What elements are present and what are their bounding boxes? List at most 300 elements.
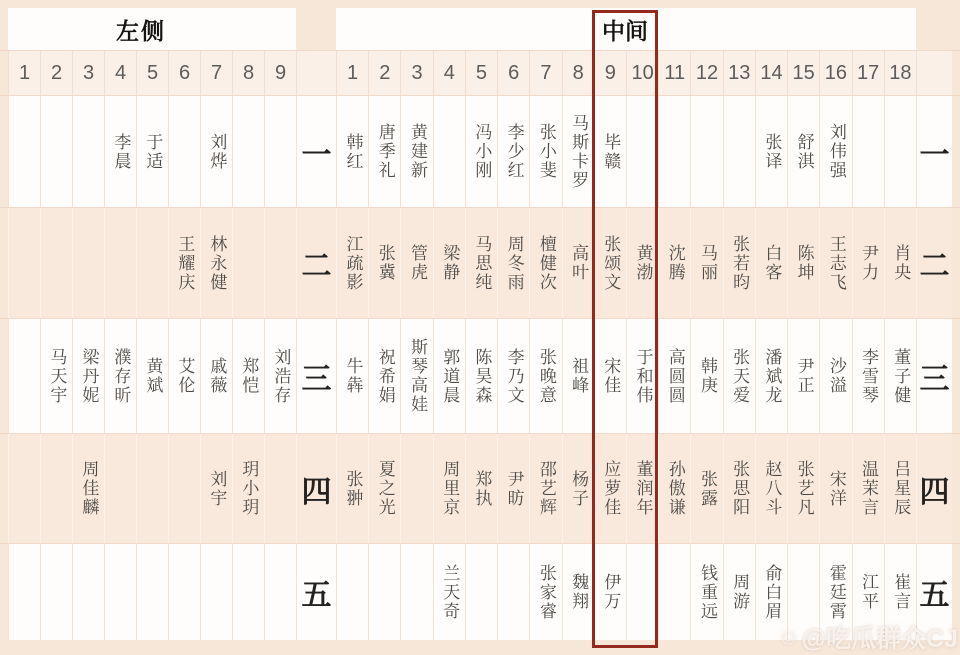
seat-cell-empty <box>264 208 296 318</box>
person-name: 张晚意 <box>536 347 556 405</box>
margin <box>952 51 960 95</box>
margin <box>952 319 960 433</box>
person-name: 张颂文 <box>601 234 621 292</box>
person-name: 唐季礼 <box>375 123 395 180</box>
person-name: 王耀庆 <box>175 234 195 292</box>
column-number-label: 18 <box>889 61 912 84</box>
person-name: 魏翔 <box>569 573 589 611</box>
person-name: 江疏影 <box>343 234 363 292</box>
person-name: 李乃文 <box>504 347 524 405</box>
person-name: 董子健 <box>891 347 911 405</box>
row-label: 三 <box>301 363 332 396</box>
seat-cell <box>168 319 200 433</box>
seat-cell <box>562 208 594 318</box>
person-name: 赵八斗 <box>762 460 782 517</box>
margin <box>0 319 8 433</box>
seat-cell <box>819 208 851 318</box>
person-name: 尹正 <box>794 357 814 395</box>
person-name: 尹昉 <box>504 469 524 508</box>
seat-cell-empty <box>8 96 40 207</box>
seat-cell <box>433 544 465 640</box>
seat-cell <box>819 319 851 433</box>
seat-cell-empty <box>400 434 432 543</box>
seat-cell <box>529 96 561 207</box>
seat-cell <box>723 208 755 318</box>
column-number-label: 11 <box>664 61 686 84</box>
seat-cell <box>723 434 755 543</box>
column-number <box>529 51 561 95</box>
seat-cell-empty <box>658 544 690 640</box>
seat-cell <box>787 319 819 433</box>
person-name: 黄建新 <box>407 123 427 180</box>
column-number-label: 15 <box>792 61 815 84</box>
seat-cell <box>232 434 264 543</box>
column-number-label: 1 <box>18 61 31 84</box>
seat-cell-empty <box>136 208 168 318</box>
person-name: 宋洋 <box>826 469 846 508</box>
seat-cell <box>497 434 529 543</box>
seat-cell <box>626 208 658 318</box>
seat-cell-empty <box>264 96 296 207</box>
person-name: 张冀 <box>375 244 395 282</box>
row-label-left <box>296 96 336 207</box>
column-number-label: 17 <box>856 61 880 84</box>
seat-cell-empty <box>884 96 916 207</box>
seat-cell <box>658 208 690 318</box>
left-section-title: 左侧 <box>116 18 166 44</box>
seat-cell <box>104 96 136 207</box>
row-label: 二 <box>301 250 332 283</box>
margin <box>952 208 960 318</box>
person-name: 周里京 <box>440 460 460 517</box>
seat-cell-empty <box>136 544 168 640</box>
seat-cell-empty <box>465 544 497 640</box>
seat-cell <box>529 208 561 318</box>
seat-cell-empty <box>232 544 264 640</box>
column-number-label: 9 <box>274 61 287 84</box>
seat-cell-empty <box>72 208 104 318</box>
middle-section-title: 中间 <box>602 18 648 44</box>
seat-cell-empty <box>104 544 136 640</box>
row-label: 二 <box>919 250 950 283</box>
column-number-label: 4 <box>114 61 127 84</box>
smiley-icon: ☺ <box>777 624 800 649</box>
column-number-label: 1 <box>347 61 359 84</box>
seat-cell <box>336 208 368 318</box>
person-name: 尹力 <box>859 244 879 282</box>
seat-cell-empty <box>72 96 104 207</box>
person-name: 艾伦 <box>175 357 195 395</box>
column-number <box>852 51 884 95</box>
column-number <box>819 51 851 95</box>
seat-cell <box>787 96 819 207</box>
column-number-label: 3 <box>82 61 95 84</box>
column-number-row <box>0 50 960 95</box>
seat-cell <box>755 319 787 433</box>
person-name: 张翀 <box>343 469 363 508</box>
column-number-label: 10 <box>631 61 654 84</box>
column-number <box>72 51 104 95</box>
column-number-label: 6 <box>178 61 191 84</box>
seat-cell-empty <box>104 434 136 543</box>
person-name: 檀健次 <box>536 234 556 292</box>
seat-cell <box>72 434 104 543</box>
seat-cell <box>690 319 722 433</box>
column-number <box>787 51 819 95</box>
person-name: 张天爱 <box>730 347 750 405</box>
person-name: 梁丹妮 <box>79 347 99 405</box>
seat-grid <box>0 50 960 640</box>
seat-cell <box>368 434 400 543</box>
person-name: 黄渤 <box>633 244 653 282</box>
column-number <box>723 51 755 95</box>
seat-cell <box>594 319 626 433</box>
person-name: 管虎 <box>407 244 427 282</box>
seat-cell <box>787 434 819 543</box>
person-name: 张小斐 <box>536 123 556 180</box>
seat-cell <box>200 434 232 543</box>
seat-cell <box>884 319 916 433</box>
seat-cell-empty <box>433 96 465 207</box>
seat-cell <box>819 434 851 543</box>
seat-cell <box>852 319 884 433</box>
person-name: 崔言 <box>891 573 911 611</box>
column-number <box>884 51 916 95</box>
person-name: 高叶 <box>569 244 589 282</box>
seat-cell-empty <box>8 434 40 543</box>
person-name: 夏之光 <box>375 460 395 517</box>
column-number <box>433 51 465 95</box>
person-name: 王志飞 <box>826 234 846 292</box>
column-number-label: 3 <box>411 61 423 84</box>
seat-cell-empty <box>264 434 296 543</box>
margin <box>0 544 8 640</box>
person-name: 郑恺 <box>239 357 259 395</box>
seat-cell-empty <box>497 544 529 640</box>
seat-cell <box>465 96 497 207</box>
person-name: 祝希娟 <box>375 347 395 405</box>
person-name: 张家睿 <box>536 563 556 621</box>
seat-row <box>0 318 960 433</box>
label-column-bg <box>296 8 336 50</box>
seat-cell <box>529 544 561 640</box>
watermark-text: @吃瓜群众CJ <box>801 625 958 653</box>
person-name: 白客 <box>762 244 782 282</box>
watermark <box>777 619 958 655</box>
person-name: 兰天奇 <box>440 563 460 621</box>
person-name: 郭道晨 <box>440 347 460 405</box>
person-name: 李晨 <box>111 132 131 171</box>
column-number <box>168 51 200 95</box>
seat-cell <box>884 434 916 543</box>
column-number <box>40 51 72 95</box>
person-name: 张露 <box>697 469 717 508</box>
row-label-right <box>916 96 952 207</box>
person-name: 俞白眉 <box>762 563 782 621</box>
person-name: 林永健 <box>207 234 227 292</box>
seat-cell <box>626 319 658 433</box>
margin <box>0 208 8 318</box>
seat-cell <box>562 96 594 207</box>
person-name: 孙傲谦 <box>665 460 685 517</box>
seat-cell-empty <box>136 434 168 543</box>
person-name: 张思阳 <box>730 460 750 517</box>
row-label-left <box>296 319 336 433</box>
seat-cell <box>852 208 884 318</box>
row-label: 四 <box>919 475 950 509</box>
column-number-label: 7 <box>210 61 223 84</box>
seat-cell-empty <box>336 544 368 640</box>
column-number-label: 9 <box>604 61 616 84</box>
person-name: 刘烨 <box>207 132 227 171</box>
column-number <box>8 51 40 95</box>
person-name: 肖央 <box>891 244 911 282</box>
column-number <box>690 51 722 95</box>
column-number <box>200 51 232 95</box>
seat-cell <box>562 434 594 543</box>
seat-cell <box>200 208 232 318</box>
margin <box>0 8 8 50</box>
seat-cell <box>336 434 368 543</box>
seat-cell-empty <box>40 208 72 318</box>
seat-cell <box>465 434 497 543</box>
seat-cell <box>690 544 722 640</box>
column-number <box>368 51 400 95</box>
seat-cell <box>433 208 465 318</box>
seat-cell-empty <box>368 544 400 640</box>
column-number-label: 14 <box>760 61 783 84</box>
person-name: 牛犇 <box>343 357 363 395</box>
seat-cell-empty <box>232 208 264 318</box>
seat-cell <box>136 319 168 433</box>
seat-cell <box>594 434 626 543</box>
row-label: 五 <box>919 579 950 612</box>
column-number <box>264 51 296 95</box>
seat-cell-empty <box>626 96 658 207</box>
column-number <box>465 51 497 95</box>
seat-cell <box>264 319 296 433</box>
label-column-bg <box>916 8 952 50</box>
seat-cell <box>336 96 368 207</box>
seat-cell <box>368 96 400 207</box>
seat-cell <box>723 544 755 640</box>
seat-cell <box>658 319 690 433</box>
column-number-label: 5 <box>146 61 159 84</box>
column-number <box>336 51 368 95</box>
person-name: 陈昊森 <box>472 347 492 405</box>
seat-cell <box>433 319 465 433</box>
header-band <box>0 8 960 50</box>
seat-cell <box>40 319 72 433</box>
seat-cell-empty <box>264 544 296 640</box>
person-name: 高圆圆 <box>665 347 685 405</box>
person-name: 董润年 <box>633 460 653 517</box>
seat-cell <box>690 208 722 318</box>
person-name: 舒淇 <box>794 132 814 171</box>
seat-row <box>0 207 960 318</box>
column-number-label: 13 <box>728 61 751 84</box>
person-name: 张艺凡 <box>794 460 814 517</box>
person-name: 邵艺辉 <box>536 460 556 517</box>
person-name: 韩庚 <box>697 357 717 395</box>
seat-cell-empty <box>852 96 884 207</box>
seat-cell <box>465 319 497 433</box>
seat-cell <box>755 208 787 318</box>
seat-cell-empty <box>690 96 722 207</box>
person-name: 霍廷霄 <box>826 563 846 621</box>
person-name: 梁静 <box>440 244 460 282</box>
person-name: 马丽 <box>697 244 717 282</box>
seat-cell <box>497 319 529 433</box>
seat-cell <box>136 96 168 207</box>
seat-cell <box>336 319 368 433</box>
person-name: 张译 <box>762 132 782 171</box>
column-number <box>755 51 787 95</box>
seat-cell <box>400 96 432 207</box>
seat-cell <box>562 544 594 640</box>
margin <box>0 96 8 207</box>
seat-cell-empty <box>8 208 40 318</box>
person-name: 应萝佳 <box>601 460 621 517</box>
person-name: 周佳麟 <box>79 460 99 517</box>
seat-cell <box>626 434 658 543</box>
person-name: 刘伟强 <box>826 123 846 180</box>
label-column <box>296 51 336 95</box>
seat-cell <box>690 434 722 543</box>
label-column <box>916 51 952 95</box>
person-name: 伊万 <box>601 573 621 611</box>
seat-cell-empty <box>8 319 40 433</box>
seat-cell <box>368 208 400 318</box>
person-name: 杨子 <box>569 469 589 508</box>
column-number <box>104 51 136 95</box>
person-name: 沙溢 <box>826 357 846 395</box>
column-number-label: 2 <box>379 61 391 84</box>
column-number-label: 8 <box>572 61 584 84</box>
seat-cell-empty <box>658 96 690 207</box>
seat-cell <box>368 319 400 433</box>
person-name: 祖峰 <box>569 357 589 395</box>
person-name: 刘宇 <box>207 469 227 508</box>
seat-cell <box>104 319 136 433</box>
column-number <box>594 51 626 95</box>
column-number-label: 4 <box>443 61 455 84</box>
row-label-right <box>916 319 952 433</box>
person-name: 张若昀 <box>730 234 750 292</box>
person-name: 吕星辰 <box>891 460 911 517</box>
row-label-left <box>296 208 336 318</box>
person-name: 马天宇 <box>47 347 67 405</box>
seat-cell <box>594 208 626 318</box>
seat-cell <box>723 319 755 433</box>
column-number <box>232 51 264 95</box>
column-number <box>136 51 168 95</box>
column-number-label: 8 <box>242 61 255 84</box>
row-label: 三 <box>919 363 950 396</box>
row-label-left <box>296 544 336 640</box>
seat-row <box>0 433 960 543</box>
column-number <box>400 51 432 95</box>
margin <box>952 96 960 207</box>
person-name: 戚薇 <box>207 357 227 395</box>
person-name: 李雪琴 <box>859 347 879 405</box>
seat-cell <box>400 208 432 318</box>
row-label: 一 <box>301 138 332 172</box>
column-number-label: 6 <box>508 61 520 84</box>
margin <box>952 8 960 50</box>
person-name: 潘斌龙 <box>762 347 782 405</box>
seat-cell <box>72 319 104 433</box>
person-name: 毕赣 <box>601 132 621 171</box>
seat-cell <box>562 319 594 433</box>
seat-cell-empty <box>723 96 755 207</box>
seat-cell-empty <box>40 96 72 207</box>
column-number <box>658 51 690 95</box>
seat-cell-empty <box>168 544 200 640</box>
row-label-right <box>916 208 952 318</box>
seat-cell-empty <box>104 208 136 318</box>
seat-cell-empty <box>400 544 432 640</box>
row-label-right <box>916 434 952 543</box>
seat-cell <box>232 319 264 433</box>
column-number-label: 16 <box>824 61 848 84</box>
person-name: 濮存昕 <box>111 347 131 405</box>
person-name: 于适 <box>143 132 163 171</box>
seat-cell-empty <box>72 544 104 640</box>
column-number <box>497 51 529 95</box>
seat-cell <box>594 544 626 640</box>
seat-row <box>0 95 960 207</box>
person-name: 玥小玥 <box>239 460 259 517</box>
seat-cell <box>884 208 916 318</box>
seat-cell <box>168 208 200 318</box>
margin <box>0 51 8 95</box>
seat-cell-empty <box>232 96 264 207</box>
person-name: 钱重远 <box>697 563 717 621</box>
column-number <box>562 51 594 95</box>
seat-cell <box>200 319 232 433</box>
person-name: 冯小刚 <box>472 123 492 180</box>
person-name: 周游 <box>730 573 750 611</box>
person-name: 宋佳 <box>601 357 621 395</box>
person-name: 马斯卡罗 <box>569 113 589 190</box>
row-label: 五 <box>301 579 332 612</box>
seat-cell <box>787 208 819 318</box>
margin <box>0 434 8 543</box>
person-name: 江平 <box>859 573 879 611</box>
column-number-label: 7 <box>540 61 552 84</box>
column-number <box>626 51 658 95</box>
seat-cell <box>658 434 690 543</box>
person-name: 斯琴高娃 <box>407 338 427 414</box>
seat-cell-empty <box>8 544 40 640</box>
person-name: 温茉言 <box>859 460 879 517</box>
person-name: 陈坤 <box>794 244 814 282</box>
seat-cell <box>497 96 529 207</box>
seat-cell <box>755 434 787 543</box>
column-number-label: 2 <box>50 61 63 84</box>
column-number-label: 5 <box>475 61 488 84</box>
person-name: 刘浩存 <box>271 347 291 405</box>
seat-cell-empty <box>168 96 200 207</box>
seat-cell <box>200 96 232 207</box>
seat-cell <box>852 434 884 543</box>
seat-cell <box>529 434 561 543</box>
row-label: 一 <box>919 138 950 172</box>
seat-cell <box>465 208 497 318</box>
person-name: 周冬雨 <box>504 234 524 292</box>
seat-cell-empty <box>626 544 658 640</box>
